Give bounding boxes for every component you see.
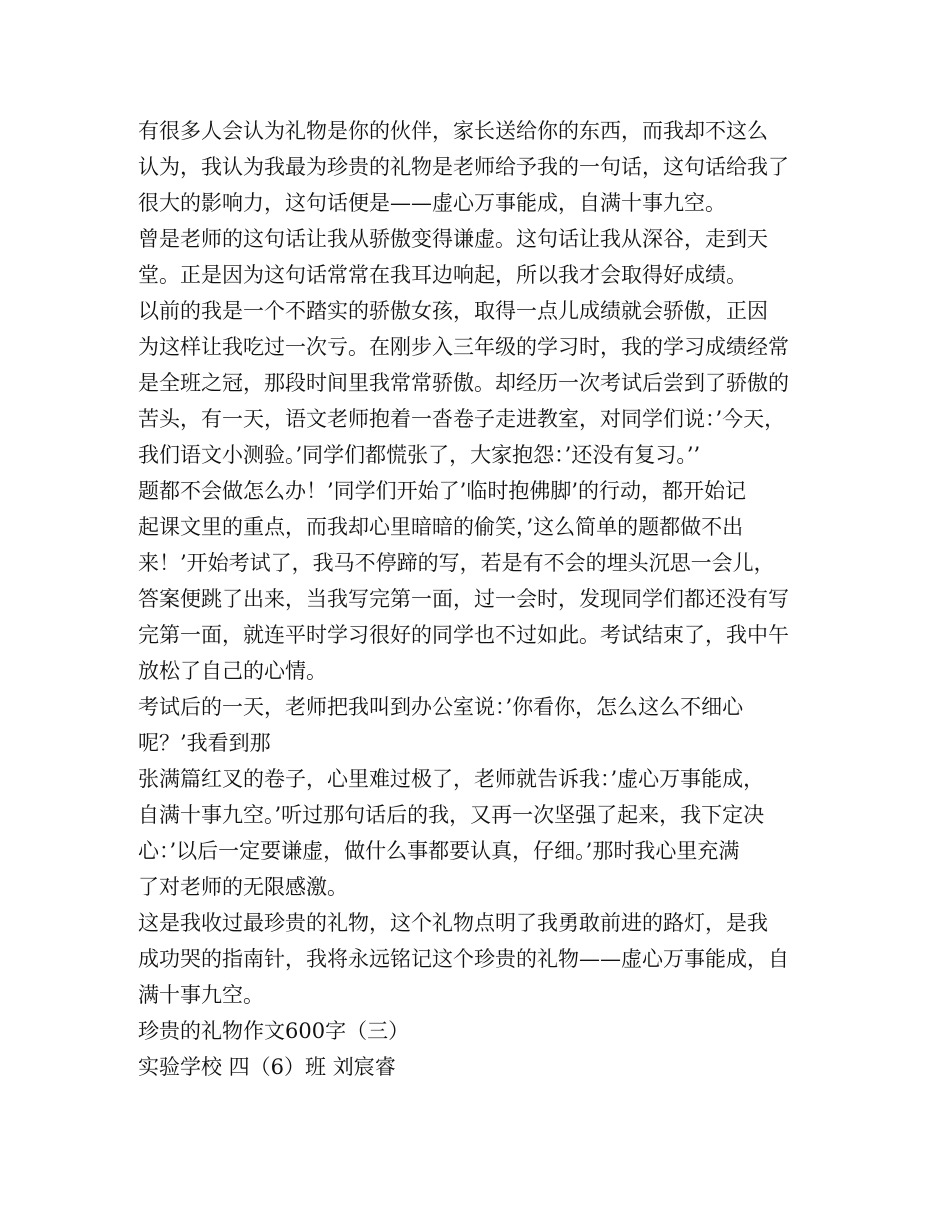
text-line: 堂。正是因为这句话常常在我耳边响起，所以我才会取得好成绩。 xyxy=(138,263,747,287)
text-line: 放松了自己的心情。 xyxy=(138,659,327,683)
text-line: 这是我收过最珍贵的礼物，这个礼物点明了我勇敢前进的路灯，是我 xyxy=(138,911,768,935)
text-line: 考试后的一天，老师把我叫到办公室说：’你看你，怎么这么不细心 xyxy=(138,695,744,719)
text-line: 张满篇红叉的卷子，心里难过极了，老师就告诉我：’虚心万事能成， xyxy=(138,767,765,791)
text-line: 成功哭的指南针，我将永远铭记这个珍贵的礼物——虚心万事能成，自 xyxy=(138,947,789,971)
text-line: 认为，我认为我最为珍贵的礼物是老师给予我的一句话，这句话给我了 xyxy=(138,155,789,179)
text-line: 是全班之冠，那段时间里我常常骄傲。却经历一次考试后尝到了骄傲的 xyxy=(138,371,789,395)
text-line: 苦头，有一天，语文老师抱着一沓卷子走进教室，对同学们说：’今天， xyxy=(138,407,786,431)
document-body xyxy=(138,113,828,1085)
text-line: 曾是老师的这句话让我从骄傲变得谦虚。这句话让我从深谷，走到天 xyxy=(138,227,768,251)
text-line: 呢？’我看到那 xyxy=(138,731,271,755)
text-line: 满十事九空。 xyxy=(138,983,264,1007)
author-line: 实验学校 四（6）班 刘宸睿 xyxy=(138,1055,396,1079)
text-line: 完第一面，就连平时学习很好的同学也不过如此。考试结束了，我中午 xyxy=(138,623,789,647)
text-line: 来！’开始考试了，我马不停蹄的写，若是有不会的埋头沉思一会儿， xyxy=(138,551,775,575)
text-line: 有很多人会认为礼物是你的伙伴，家长送给你的东西，而我却不这么 xyxy=(138,119,768,143)
text-line: 为这样让我吃过一次亏。在刚步入三年级的学习时，我的学习成绩经常 xyxy=(138,335,789,359)
text-line: 心：’以后一定要谦虚，做什么事都要认真，仔细。’那时我心里充满 xyxy=(138,839,740,863)
text-line: 我们语文小测验。’同学们都慌张了，大家抱怨：’还没有复习。’’ xyxy=(138,443,701,467)
text-line: 答案便跳了出来，当我写完第一面，过一会时，发现同学们都还没有写 xyxy=(138,587,789,611)
text-line: 自满十事九空。’听过那句话后的我，又再一次坚强了起来，我下定决 xyxy=(138,803,765,827)
text-line: 了对老师的无限感激。 xyxy=(138,875,348,899)
text-line: 很大的影响力，这句话便是——虚心万事能成，自满十事九空。 xyxy=(138,191,726,215)
text-line: 题都不会做怎么办！’同学们开始了’临时抱佛脚’的行动，都开始记 xyxy=(138,479,747,503)
text-line: 起课文里的重点，而我却心里暗暗的偷笑，’这么简单的题都做不出 xyxy=(138,515,744,539)
section-title: 珍贵的礼物作文600字（三） xyxy=(138,1019,410,1043)
text-line: 以前的我是一个不踏实的骄傲女孩，取得一点儿成绩就会骄傲，正因 xyxy=(138,299,768,323)
